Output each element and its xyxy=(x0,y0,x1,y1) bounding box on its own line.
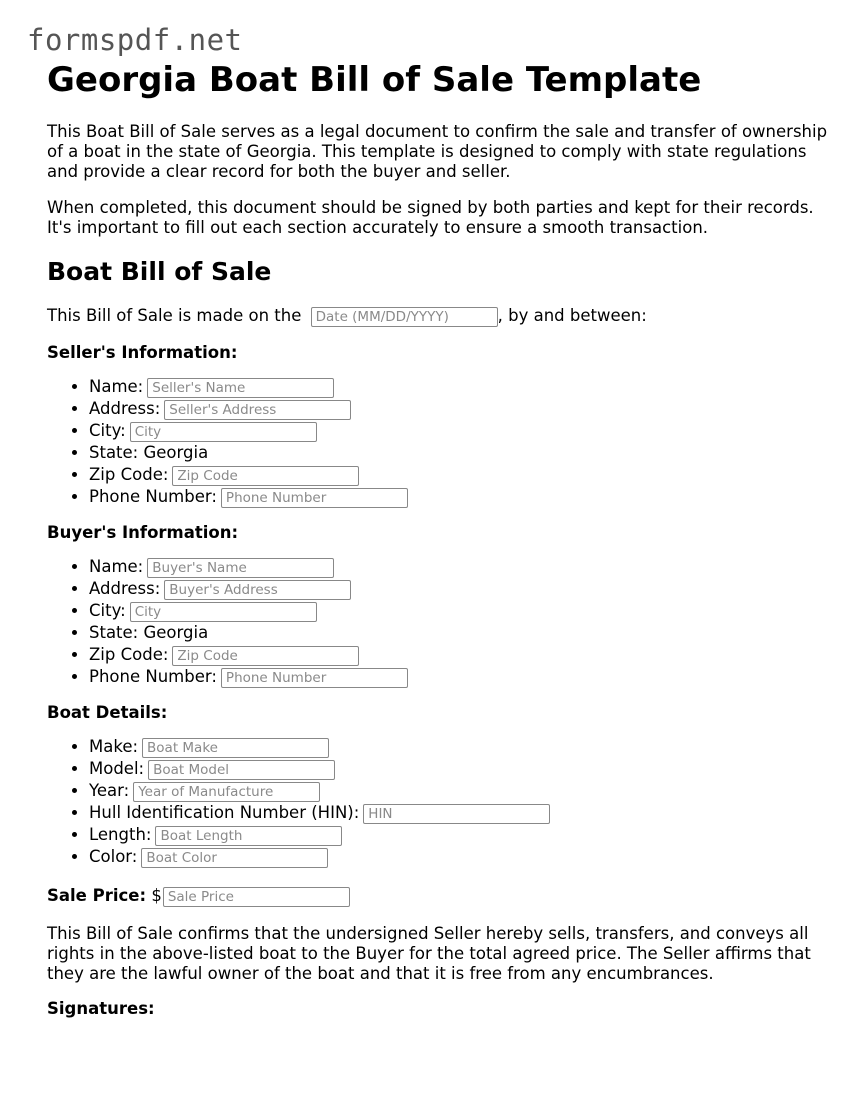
seller-address-label: Address: xyxy=(89,399,161,418)
list-item xyxy=(89,802,837,824)
list-item xyxy=(89,600,837,622)
signatures-heading: Signatures: xyxy=(47,999,155,1018)
seller-info-list xyxy=(47,376,837,508)
list-item xyxy=(89,736,837,758)
seller-heading: Seller's Information: xyxy=(47,343,238,362)
seller-city-input[interactable] xyxy=(130,422,317,442)
list-item xyxy=(89,666,837,688)
list-item xyxy=(89,644,837,666)
watermark-logo: formspdf.net xyxy=(27,23,243,57)
date-input[interactable] xyxy=(311,307,498,327)
seller-phone-input[interactable] xyxy=(221,488,408,508)
boat-color-input[interactable] xyxy=(141,848,328,868)
list-item xyxy=(89,758,837,780)
buyer-city-label: City: xyxy=(89,601,126,620)
list-item xyxy=(89,578,837,600)
buyer-name-input[interactable] xyxy=(147,558,334,578)
seller-name-label: Name: xyxy=(89,377,144,396)
currency-symbol: $ xyxy=(151,886,162,905)
seller-address-input[interactable] xyxy=(164,400,351,420)
list-item xyxy=(89,824,837,846)
buyer-state-text: State: Georgia xyxy=(89,623,209,642)
boat-hin-input[interactable] xyxy=(363,804,550,824)
list-item xyxy=(89,420,837,442)
list-item xyxy=(89,780,837,802)
buyer-heading: Buyer's Information: xyxy=(47,523,239,542)
seller-zip-label: Zip Code: xyxy=(89,465,169,484)
list-item xyxy=(89,464,837,486)
boat-length-input[interactable] xyxy=(155,826,342,846)
seller-name-input[interactable] xyxy=(147,378,334,398)
buyer-zip-input[interactable] xyxy=(172,646,359,666)
boat-make-input[interactable] xyxy=(142,738,329,758)
list-item xyxy=(89,846,837,868)
intro-paragraph-2: When completed, this document should be signed by both parties and kept for their records. It's important to fill out each section accurately to ensure a smooth transaction. xyxy=(47,198,814,237)
sale-price-line xyxy=(47,884,837,908)
list-item xyxy=(89,398,837,420)
sale-price-input[interactable] xyxy=(163,887,350,907)
boat-year-label: Year: xyxy=(89,781,130,800)
list-item xyxy=(89,486,837,508)
list-item xyxy=(89,556,837,578)
sale-price-label: Sale Price: xyxy=(47,886,147,905)
page-title: Georgia Boat Bill of Sale Template xyxy=(47,60,702,100)
buyer-address-label: Address: xyxy=(89,579,161,598)
confirmation-paragraph: This Bill of Sale confirms that the undersigned Seller hereby sells, transfers, and conveys all rights in the above-listed boat to the Buyer for the total agreed price. The Seller affirms that they are the lawful owner of the boat and that it is free from any encumbrances. xyxy=(47,924,811,983)
document-body xyxy=(47,56,837,1020)
intro-paragraph-1: This Boat Bill of Sale serves as a legal document to confirm the sale and transfer of ownership of a boat in the state of Georgia. This template is designed to comply with state regulations and provide a clear record for both the buyer and seller. xyxy=(47,122,828,181)
buyer-city-input[interactable] xyxy=(130,602,317,622)
buyer-name-label: Name: xyxy=(89,557,144,576)
made-on-suffix: , by and between: xyxy=(497,306,647,325)
list-item xyxy=(89,376,837,398)
made-on-prefix: This Bill of Sale is made on the xyxy=(47,306,302,325)
list-item xyxy=(89,442,837,464)
boat-year-input[interactable] xyxy=(133,782,320,802)
seller-city-label: City: xyxy=(89,421,126,440)
list-item xyxy=(89,622,837,644)
boat-hin-label: Hull Identification Number (HIN): xyxy=(89,803,360,822)
buyer-phone-label: Phone Number: xyxy=(89,667,217,686)
boat-model-input[interactable] xyxy=(148,760,335,780)
seller-zip-input[interactable] xyxy=(172,466,359,486)
buyer-phone-input[interactable] xyxy=(221,668,408,688)
made-on-line xyxy=(47,304,837,328)
seller-phone-label: Phone Number: xyxy=(89,487,217,506)
boat-color-label: Color: xyxy=(89,847,138,866)
buyer-info-list xyxy=(47,556,837,688)
boat-heading: Boat Details: xyxy=(47,703,168,722)
buyer-zip-label: Zip Code: xyxy=(89,645,169,664)
seller-state-text: State: Georgia xyxy=(89,443,209,462)
buyer-address-input[interactable] xyxy=(164,580,351,600)
boat-model-label: Model: xyxy=(89,759,145,778)
boat-length-label: Length: xyxy=(89,825,152,844)
section-title: Boat Bill of Sale xyxy=(47,257,272,286)
boat-details-list xyxy=(47,736,837,868)
boat-make-label: Make: xyxy=(89,737,139,756)
